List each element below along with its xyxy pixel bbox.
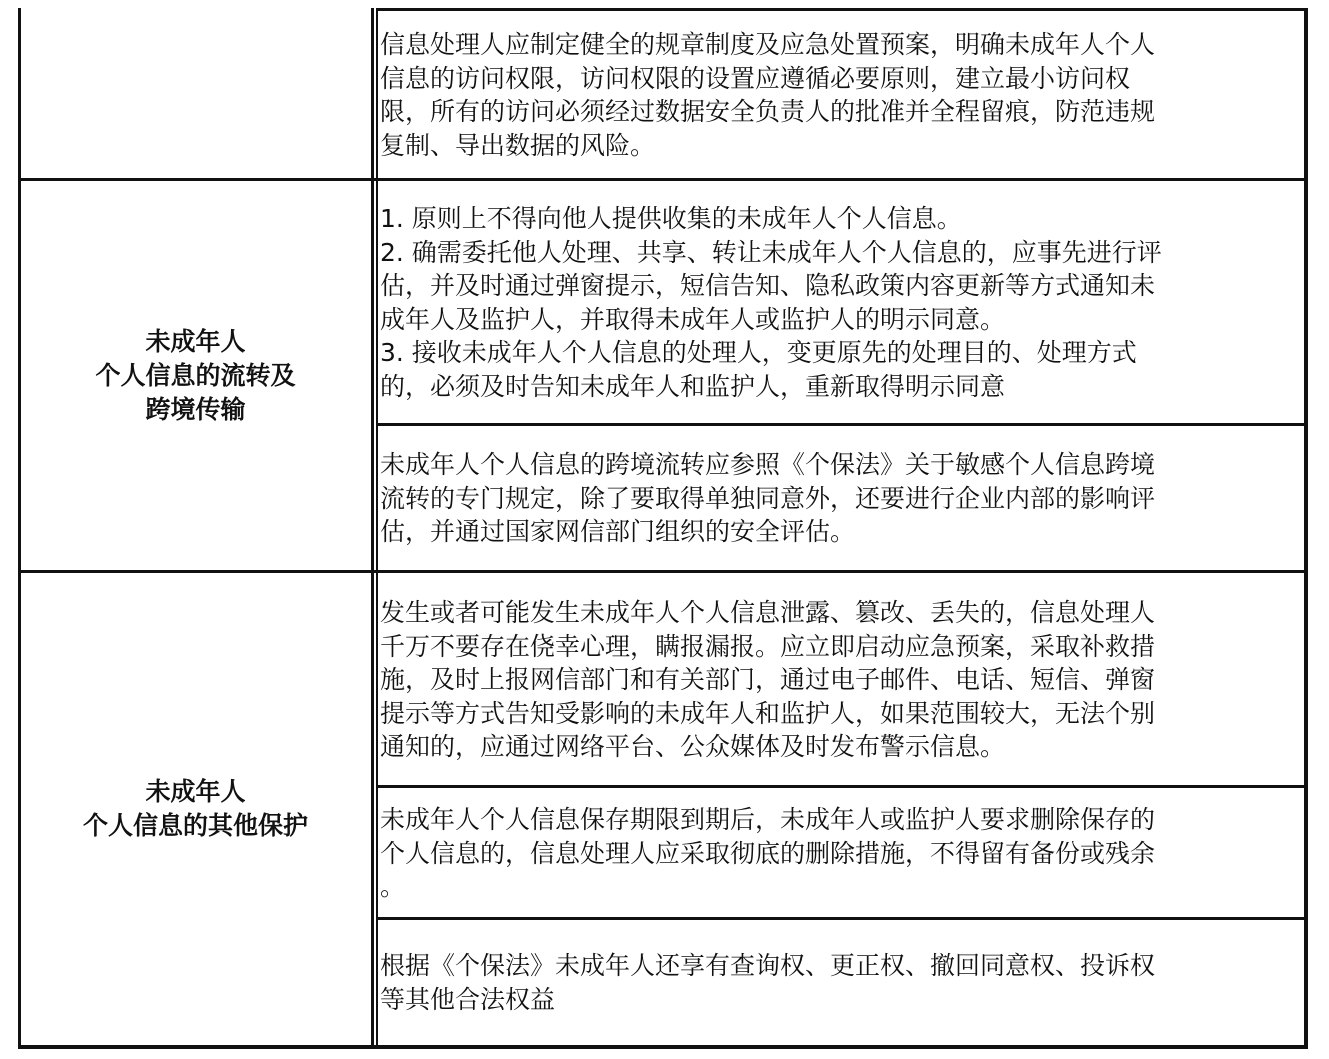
section-label-line: 未成年人: [145, 326, 246, 356]
table-border-bottom: [18, 1045, 1308, 1049]
content-cell: 发生或者可能发生未成年人个人信息泄露、篡改、丢失的，信息处理人 千万不要存在侥幸心理，瞒报漏报。应立即启动应急预案，采取补救措 施，及时上报网信部门和有关部门，通过电子邮件、电话、短信、弹窗 提示等方式告知受影响的未成年人和监护人，如果范围较大，无法个别 通知的，应通过网络平台、公众媒体及时发布警示信息。: [380, 598, 1156, 761]
cell-divider: [376, 917, 1308, 920]
table-border-right: [1304, 8, 1308, 1049]
cell-divider: [376, 785, 1308, 788]
column-divider-inner: [376, 8, 378, 1049]
content-cell: 信息处理人应制定健全的规章制度及应急处置预案，明确未成年人个人 信息的访问权限，访问权限的设置应遵循必要原则，建立最小访问权 限，所有的访问必须经过数据安全负责人的批准并全程留痕，防范违规 复制、导出数据的风险。: [380, 30, 1156, 160]
section-label: [18, 573, 373, 1045]
section-label: [18, 181, 373, 570]
content-cell: 根据《个保法》未成年人还享有查询权、更正权、撤回同意权、投诉权 等其他合法权益: [380, 951, 1156, 1014]
section-label-line: 未成年人: [145, 777, 246, 806]
info-protection-table: [18, 8, 1309, 1049]
section-label-line: 个人信息的其他保护: [82, 811, 308, 840]
cell-divider: [376, 423, 1308, 426]
content-cell: 1. 原则上不得向他人提供收集的未成年人个人信息。 2. 确需委托他人处理、共享、转让未成年人个人信息的，应事先进行评 估，并及时通过弹窗提示，短信告知、隐私政策内容更新等方式通知未 成年人及监护人，并取得未成年人或监护人的明示同意。 3. 接收未成年人个人信息的处理人，变更原先的处理目的、处理方式 的，必须及时告知未成年人和监护人，重新取得明示同意: [380, 204, 1162, 401]
section-label-line: 个人信息的流转及: [95, 360, 296, 390]
content-cell: 未成年人个人信息的跨境流转应参照《个保法》关于敏感个人信息跨境 流转的专门规定，除了要取得单独同意外，还要进行企业内部的影响评 估，并通过国家网信部门组织的安全评估。: [380, 450, 1156, 546]
content-cell: 未成年人个人信息保存期限到期后，未成年人或监护人要求删除保存的 个人信息的，信息处理人应采取彻底的删除措施，不得留有备份或残余 。: [380, 805, 1156, 901]
table-border-top: [376, 8, 1308, 11]
section-label: [18, 11, 373, 178]
section-label-line: 跨境传输: [145, 394, 246, 424]
